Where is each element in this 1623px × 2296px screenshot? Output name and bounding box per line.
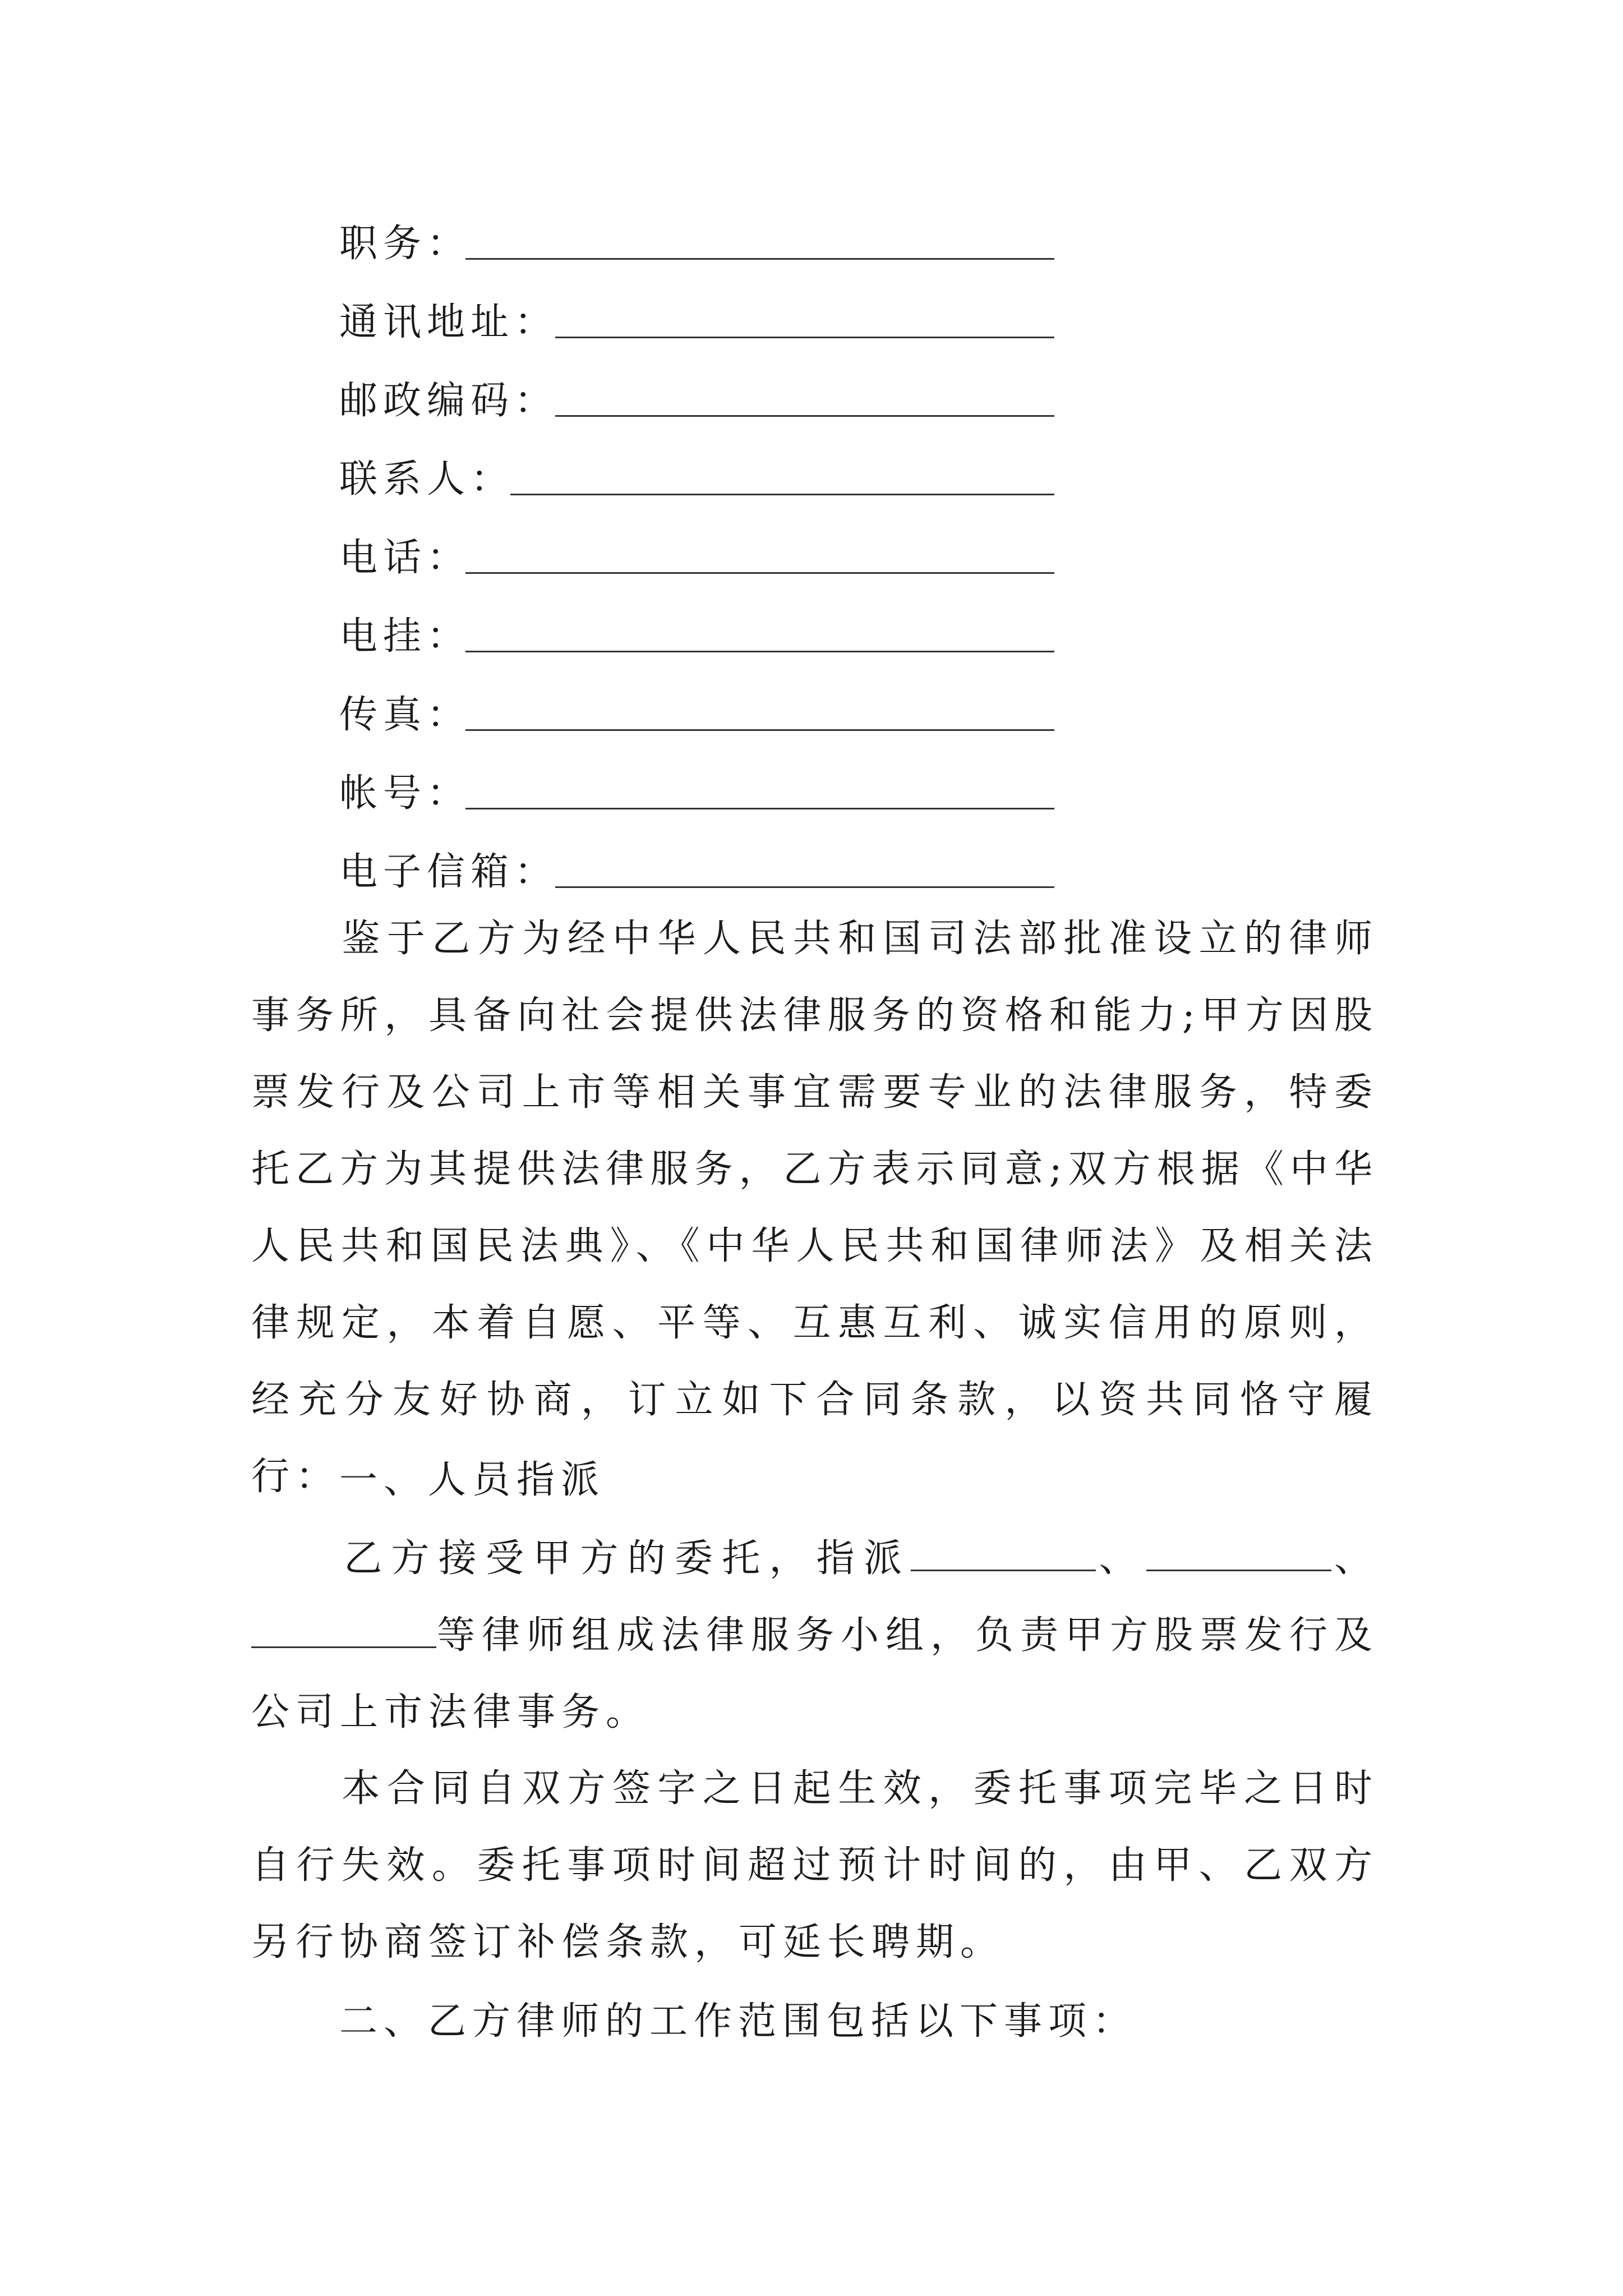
field-blank-line[interactable] (465, 258, 1054, 260)
assignment-paragraph (251, 1520, 1378, 1751)
validity-paragraph (251, 1750, 1378, 1981)
field-label: 职务： (339, 222, 471, 266)
field-position (339, 216, 471, 272)
field-postcode (339, 373, 558, 429)
validity-text: 本合同自双方签字之日起生效，委托事项完毕之日时自行失效。委托事项时间超过预计时间的，由甲、乙双方另行协商签订补偿条款，可延长聘期。 (251, 1766, 1378, 1964)
field-blank-line[interactable] (555, 415, 1054, 417)
field-blank-line[interactable] (465, 729, 1054, 731)
field-label: 电子信箱： (339, 850, 559, 894)
field-phone (339, 530, 471, 586)
field-fax (339, 687, 471, 743)
field-label: 电挂： (339, 614, 471, 659)
preamble-text: 鉴于乙方为经中华人民共和国司法部批准设立的律师事务所，具备向社会提供法律服务的资格和能力;甲方因股票发行及公司上市等相关事宜需要专业的法律服务，特委托乙方为其提供法律服务，乙方表示同意;双方根据《中华人民共和国民法典》、《中华人民共和国律师法》及相关法律规定，本着自愿、平等、互惠互利、诚实信用的原则，经充分友好协商，订立如下合同条款，以资共同恪守履行： (251, 917, 1378, 1499)
field-account (339, 766, 471, 822)
field-blank-line[interactable] (555, 886, 1054, 888)
field-label: 联系人： (339, 457, 515, 501)
field-blank-line[interactable] (465, 808, 1054, 809)
field-contact-person (339, 452, 514, 508)
field-label: 电话： (339, 536, 471, 580)
assignment-suffix: 等律师组成法律服务小组，负责甲方股票发行及公司上市法律事务。 (251, 1613, 1378, 1734)
preamble-paragraph (251, 900, 1378, 1515)
section1-heading: 一、人员指派 (339, 1458, 606, 1502)
lawyer-name-blank-1[interactable] (911, 1536, 1096, 1571)
assignment-prefix: 乙方接受甲方的委托，指派 (341, 1536, 911, 1581)
field-label: 传真： (339, 693, 471, 737)
section2-heading: 二、乙方律师的工作范围包括以下事项： (339, 1999, 1137, 2044)
field-label: 帐号： (339, 771, 471, 816)
field-blank-line[interactable] (510, 494, 1054, 495)
field-blank-line[interactable] (465, 572, 1054, 574)
field-blank-line[interactable] (465, 651, 1054, 652)
field-email (339, 844, 558, 900)
assignment-separator: 、 (1096, 1536, 1146, 1581)
field-cable (339, 609, 471, 665)
field-blank-line[interactable] (555, 337, 1054, 338)
field-label: 邮政编码： (339, 379, 559, 423)
lawyer-name-blank-2[interactable] (1146, 1536, 1331, 1571)
lawyer-name-blank-3[interactable] (251, 1613, 436, 1648)
field-label: 通讯地址： (339, 300, 559, 344)
assignment-separator: 、 (1331, 1536, 1378, 1581)
field-address (339, 295, 558, 351)
